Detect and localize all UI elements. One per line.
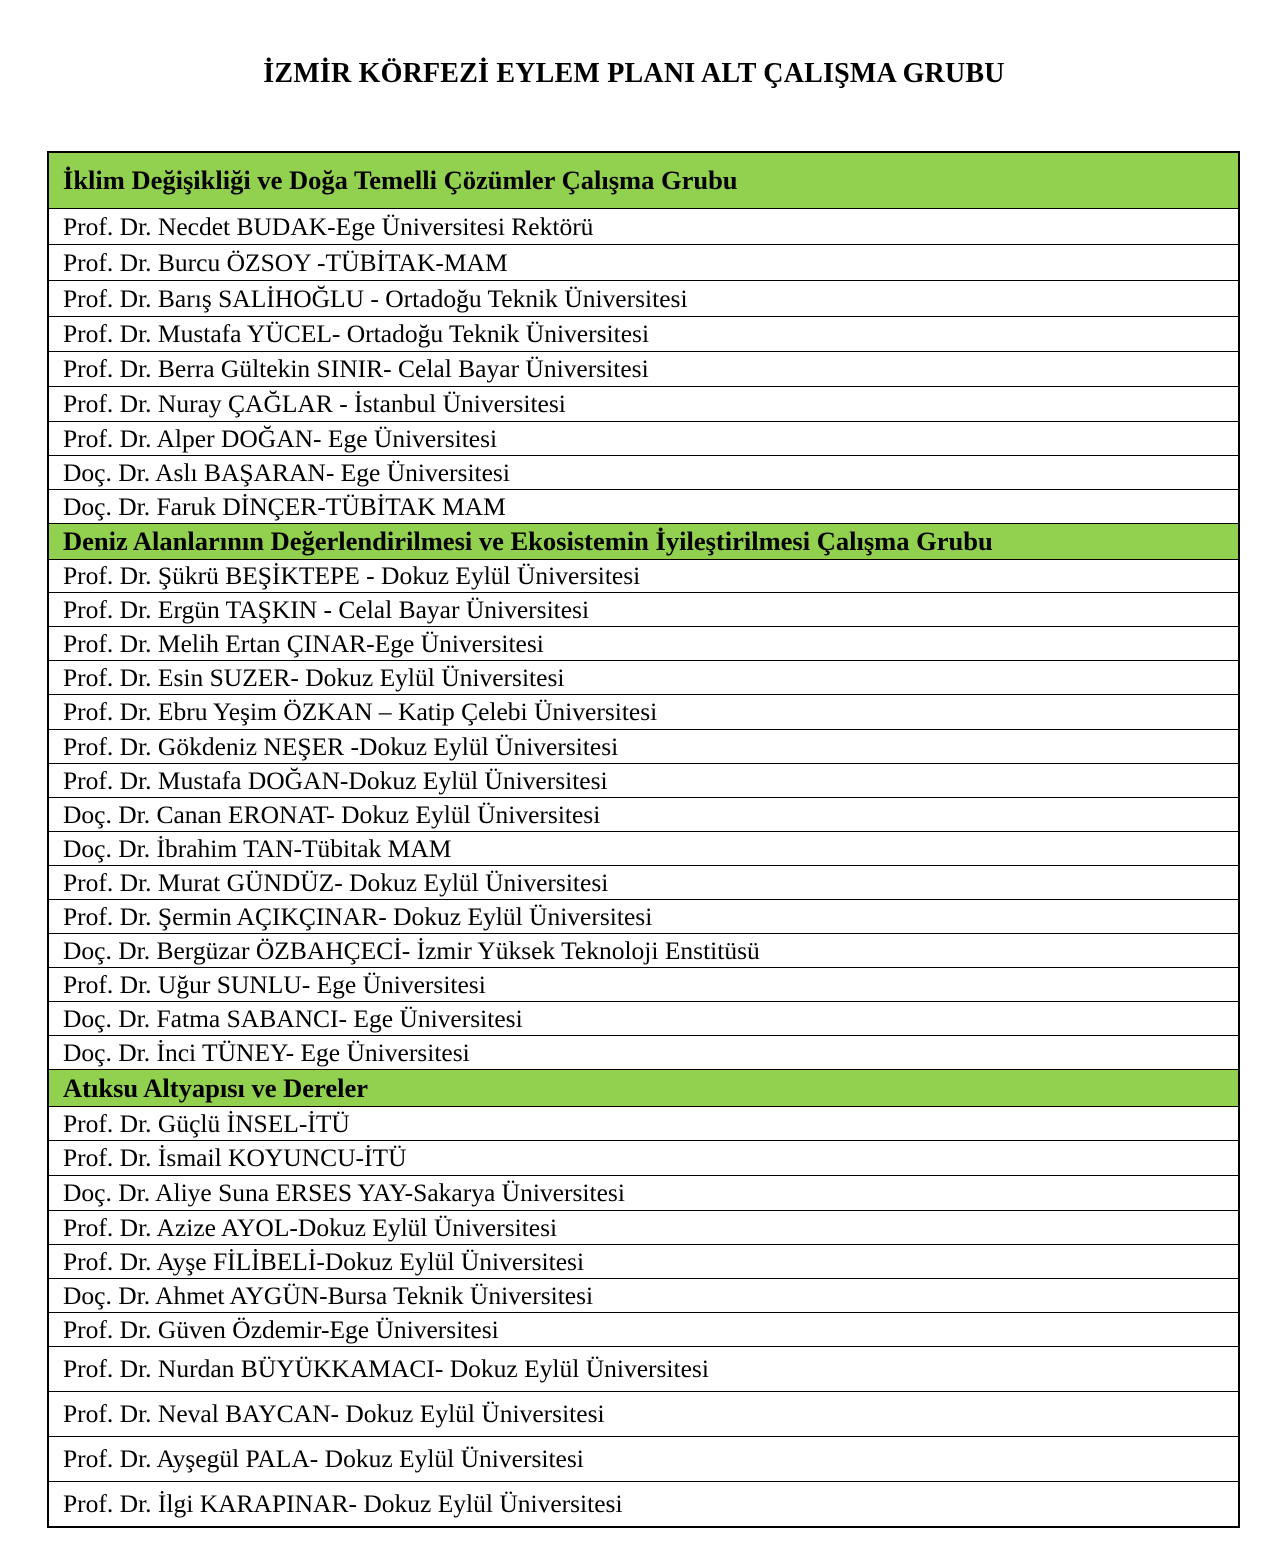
member-row: Prof. Dr. Alper DOĞAN- Ege Üniversitesi xyxy=(49,421,1238,455)
group-header: Atıksu Altyapısı ve Dereler xyxy=(49,1069,1238,1106)
member-row: Doç. Dr. Fatma SABANCI- Ege Üniversitesi xyxy=(49,1001,1238,1035)
member-row: Doç. Dr. Bergüzar ÖZBAHÇECİ- İzmir Yüksek Teknoloji Enstitüsü xyxy=(49,933,1238,967)
member-row: Prof. Dr. Gökdeniz NEŞER -Dokuz Eylül Üniversitesi xyxy=(49,729,1238,763)
member-row: Prof. Dr. Berra Gültekin SINIR- Celal Bayar Üniversitesi xyxy=(49,351,1238,386)
working-groups-table xyxy=(47,151,1240,1528)
member-row: Doç. Dr. Canan ERONAT- Dokuz Eylül Üniversitesi xyxy=(49,797,1238,831)
member-row: Prof. Dr. Murat GÜNDÜZ- Dokuz Eylül Üniversitesi xyxy=(49,865,1238,899)
member-row: Prof. Dr. Necdet BUDAK-Ege Üniversitesi Rektörü xyxy=(49,208,1238,244)
document-title: İZMİR KÖRFEZİ EYLEM PLANI ALT ÇALIŞMA GRUBU xyxy=(263,58,1005,89)
group-header: Deniz Alanlarının Değerlendirilmesi ve Ekosistemin İyileştirilmesi Çalışma Grubu xyxy=(49,523,1238,559)
member-row: Prof. Dr. Şükrü BEŞİKTEPE - Dokuz Eylül Üniversitesi xyxy=(49,559,1238,592)
member-row: Prof. Dr. Uğur SUNLU- Ege Üniversitesi xyxy=(49,967,1238,1001)
member-row: Doç. Dr. Ahmet AYGÜN-Bursa Teknik Üniversitesi xyxy=(49,1278,1238,1312)
member-row: Prof. Dr. Nurdan BÜYÜKKAMACI- Dokuz Eylül Üniversitesi xyxy=(49,1346,1238,1391)
member-row: Doç. Dr. İbrahim TAN-Tübitak MAM xyxy=(49,831,1238,865)
member-row: Prof. Dr. Esin SUZER- Dokuz Eylül Üniversitesi xyxy=(49,660,1238,694)
member-row: Prof. Dr. Barış SALİHOĞLU - Ortadoğu Teknik Üniversitesi xyxy=(49,280,1238,316)
member-row: Prof. Dr. İsmail KOYUNCU-İTÜ xyxy=(49,1140,1238,1175)
member-row: Prof. Dr. Burcu ÖZSOY -TÜBİTAK-MAM xyxy=(49,244,1238,280)
member-row: Doç. Dr. Aslı BAŞARAN- Ege Üniversitesi xyxy=(49,455,1238,489)
member-row: Prof. Dr. İlgi KARAPINAR- Dokuz Eylül Üniversitesi xyxy=(49,1481,1238,1526)
member-row: Prof. Dr. Ayşegül PALA- Dokuz Eylül Üniversitesi xyxy=(49,1436,1238,1481)
member-row: Prof. Dr. Neval BAYCAN- Dokuz Eylül Üniversitesi xyxy=(49,1391,1238,1436)
member-row: Prof. Dr. Mustafa DOĞAN-Dokuz Eylül Üniversitesi xyxy=(49,763,1238,797)
member-row: Doç. Dr. Aliye Suna ERSES YAY-Sakarya Üniversitesi xyxy=(49,1175,1238,1210)
member-row: Prof. Dr. Ergün TAŞKIN - Celal Bayar Üniversitesi xyxy=(49,592,1238,626)
member-row: Prof. Dr. Melih Ertan ÇINAR-Ege Üniversitesi xyxy=(49,626,1238,660)
member-row: Prof. Dr. Ayşe FİLİBELİ-Dokuz Eylül Üniversitesi xyxy=(49,1244,1238,1278)
member-row: Prof. Dr. Azize AYOL-Dokuz Eylül Üniversitesi xyxy=(49,1210,1238,1244)
member-row: Doç. Dr. İnci TÜNEY- Ege Üniversitesi xyxy=(49,1035,1238,1069)
member-row: Prof. Dr. Nuray ÇAĞLAR - İstanbul Üniversitesi xyxy=(49,386,1238,421)
member-row: Prof. Dr. Güçlü İNSEL-İTÜ xyxy=(49,1106,1238,1140)
member-row: Prof. Dr. Ebru Yeşim ÖZKAN – Katip Çelebi Üniversitesi xyxy=(49,694,1238,729)
member-row: Prof. Dr. Mustafa YÜCEL- Ortadoğu Teknik Üniversitesi xyxy=(49,316,1238,351)
member-row: Prof. Dr. Güven Özdemir-Ege Üniversitesi xyxy=(49,1312,1238,1346)
member-row: Prof. Dr. Şermin AÇIKÇINAR- Dokuz Eylül Üniversitesi xyxy=(49,899,1238,933)
member-row: Doç. Dr. Faruk DİNÇER-TÜBİTAK MAM xyxy=(49,489,1238,523)
group-header: İklim Değişikliği ve Doğa Temelli Çözümler Çalışma Grubu xyxy=(49,153,1238,208)
